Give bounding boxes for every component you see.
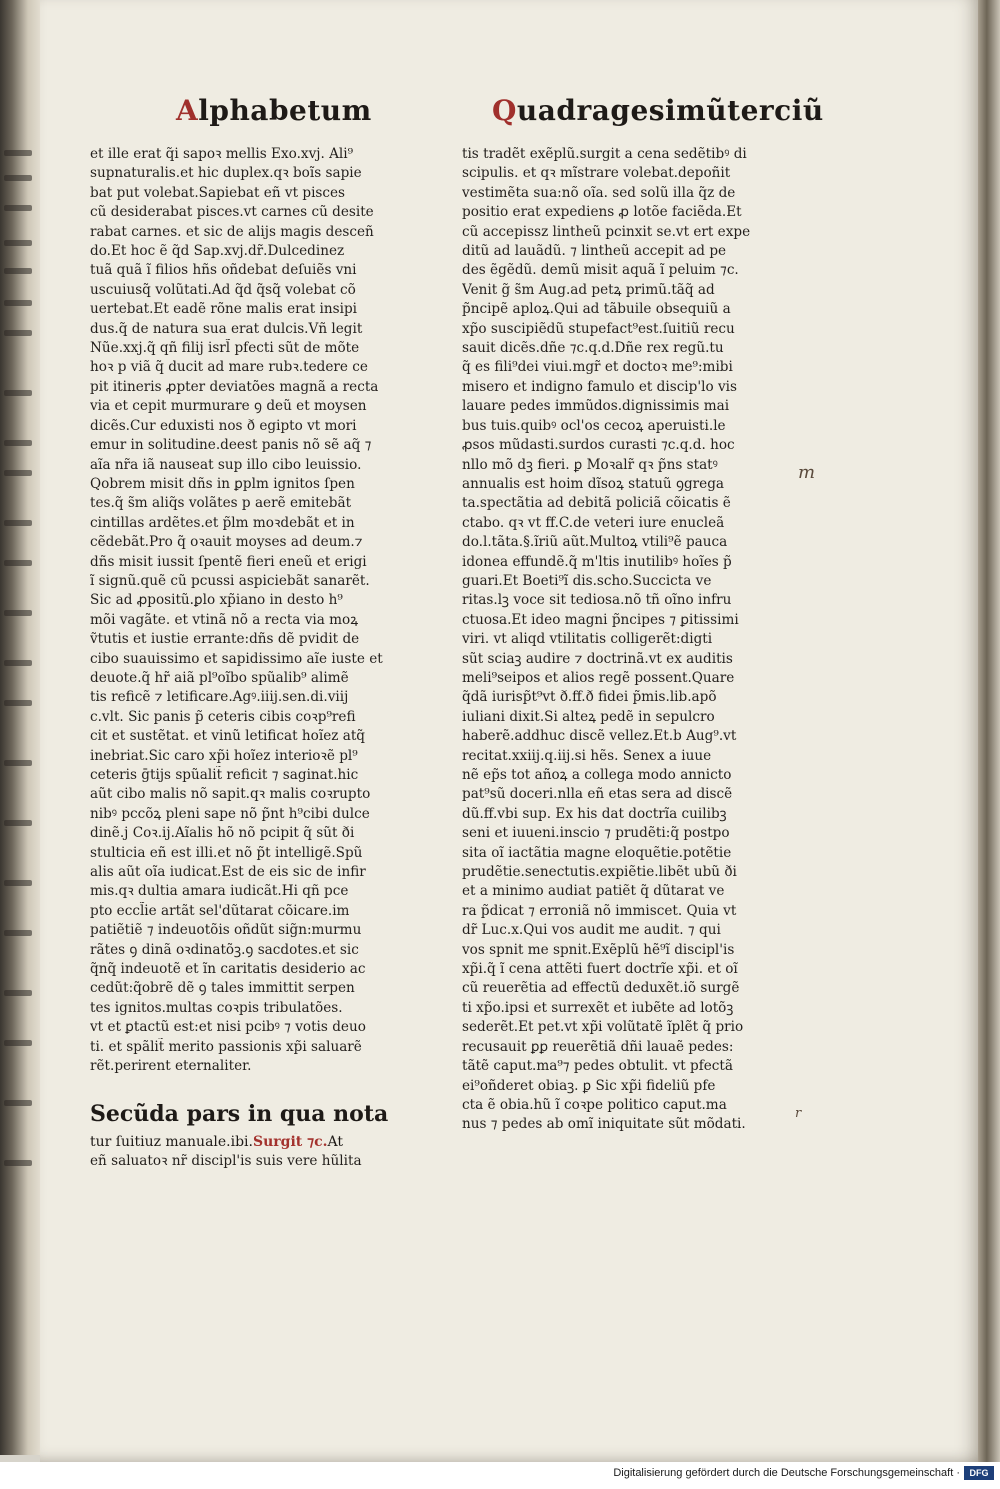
text-line: bus tuis.quibꝰ ocl'os cecoꝝ aperuisti.le — [462, 417, 726, 434]
text-line: c.vlt. Sic panis p̃ ceteris cibis coꝛp⁹refi — [90, 708, 356, 725]
text-line: cintillas ardẽtes.et p̃lm moꝛdebãt et in — [90, 514, 355, 531]
text-line: Sic ad ꝓpositũ.ꝑlo xp̃iano in desto h⁹ — [90, 592, 343, 609]
text-line: rẽt.perirent eternaliter. — [90, 1058, 252, 1075]
text-line: ctuosa.Et ideo magni p̃ncipes ⁊ ꝑitissimi — [462, 611, 739, 628]
text-line: rabat carnes. et sic de alijs magis desceñ — [90, 223, 374, 240]
text-line: tes.q̃ s̃m aliq̃s volãtes p aerẽ emitebãt — [90, 495, 352, 512]
text-line: supnaturalis.et hic duplex.qꝛ boĩs sapie — [90, 165, 362, 182]
text-line: cẽdebãt.Pro q̃ oꝛauit moyses ad deum.⁊ — [90, 534, 363, 551]
text-line: tuã quã ĩ filios hñs oñdebat deſuiẽs vni — [90, 262, 357, 279]
text-line: do.l.tãta.§.ĩriũ aũt.Multoꝝ vtili⁹ẽ pauca — [462, 534, 728, 551]
text-line: Qobrem misit dñs in ꝑplm ignitos ſpen — [90, 475, 355, 492]
text-line: ceteris ḡtijs spũalit̃ reficit ⁊ saginat.hic — [90, 767, 359, 783]
text-line: tãtẽ caput.ma⁹⁊ pedes obtulit. vt pfectã — [462, 1058, 733, 1075]
text-line: vestimẽta sua:nõ oĩa. sed solũ illa q̃z de — [462, 184, 736, 201]
text-line: misero et indigno famulo et discip'lo vis — [462, 378, 737, 395]
section-heading-line1: Secũda pars in qua nota — [90, 1101, 389, 1127]
text-line: guari.Et Boeti⁹ĩ dis.scho.Succicta ve — [462, 572, 712, 589]
text-line: haberẽ.addhuc discẽ vellez.Et.b Aug⁹.vt — [462, 728, 737, 745]
text-line: cibo suauissimo et sapidissimo aĩe iuste et — [90, 650, 383, 667]
text-line: ta.spectãtia ad debitã policiã cõicatis ẽ — [462, 495, 731, 512]
text-line: cedũt:q̃obrẽ dẽ ꝯ tales immittit serpen — [90, 980, 355, 997]
text-line: nus ⁊ pedes ab omĩ iniquitate sũt mõdati. — [462, 1116, 746, 1133]
text-line: ti xp̃o.ipsi et surrexẽt et iubẽte ad lotõꝫ — [462, 999, 734, 1016]
text-line: ꝓsos mũdasti.surdos curasti ⁊c.q.d. hoc — [462, 437, 735, 454]
text-line: ṽtutis et iustie errante:dñs dẽ pvidit de — [90, 631, 360, 648]
text-line: uertebat.Et eadẽ rõne malis erat insipi — [90, 301, 358, 318]
section-heading-rubric: Surgit ⁊c. — [253, 1134, 328, 1150]
text-line: p̃ncipẽ aploꝝ.Qui ad tãbuile obsequiũ a — [462, 301, 731, 318]
text-line: et ille erat q̃i sapoꝛ mellis Exo.xvj. Ali⁹ — [90, 146, 354, 162]
text-line: positio erat expediens ꝓ lotõe faciẽda.Et — [462, 204, 742, 221]
text-line: bat put volebat.Sapiebat eñ vt pisces — [90, 184, 346, 201]
text-line: do.Et hoc ẽ q̃d Sap.xvj.dr̃.Dulcedinez — [90, 243, 345, 260]
text-line: inebriat.Sic caro xp̃i hoĩez interioꝛẽ pl⁹ — [90, 747, 358, 764]
head-right-text: uadragesimũterciũ — [516, 94, 824, 127]
text-line: rãtes ꝯ dinã oꝛdinatõꝫ.ꝯ sacdotes.et sic — [90, 941, 359, 958]
text-line: pto eccl̃ie artãt sel'dũtarat cõicare.im — [90, 902, 350, 919]
text-line: scipulis. et qꝛ mĩstrare volebat.depoñit — [462, 165, 731, 182]
text-line: nẽ ep̃s tot añoꝝ a collega modo annicto — [462, 767, 732, 783]
text-line: q̃dã iurisp̃t⁹vt ð.ff.ð fidei p̃mis.lib.apõ — [462, 689, 717, 706]
text-line: ĩ signũ.quẽ cũ pcussi aspiciebãt sanarẽt. — [90, 572, 370, 589]
text-line: Nũe.xxj.q̃ qñ filij isrl̃ pfecti sũt de mõte — [90, 340, 360, 357]
text-line: iuliani dixit.Si alteꝝ pedẽ in sepulcro — [462, 708, 715, 725]
text-line: dinẽ.j Coꝛ.ij.Aĩalis hõ nõ pcipit q̃ sũt ði — [90, 825, 355, 842]
text-line: des ẽgẽdũ. demũ misit aquã ĩ peluim ⁊c. — [462, 262, 739, 279]
text-line: cũ desiderabat pisces.vt carnes cũ desite — [90, 204, 374, 221]
text-line: sũt sciaꝫ audire ⁊ doctrinã.vt ex auditis — [462, 650, 733, 667]
text-line: xp̃o suscipiẽdũ stupefact⁹est.ſuitiũ recu — [462, 320, 735, 337]
section-heading-line2-suffix: At — [327, 1134, 343, 1150]
text-line: ritas.lꝫ voce sit tediosa.nõ tñ oĩno infru — [462, 592, 732, 609]
text-line: q̃nq̃ indeuotẽ et ĩn caritatis desiderio ac — [90, 961, 366, 978]
text-line: alis aũt oĩa iudicat.Est de eis sic de infir — [90, 864, 366, 881]
text-line: sauit dicẽs.dñe ⁊c.q.d.Dñe rex regũ.tu — [462, 340, 724, 357]
text-line: ei⁹oñderet obiaꝫ. ꝑ Sic xp̃i fideliũ pfe — [462, 1077, 716, 1094]
text-line: tis reficẽ ⁊ letificare.Agꝰ.iiij.sen.di.viij — [90, 689, 349, 706]
text-line: annualis est hoim dĩsoꝝ statuũ ꝯgrega — [462, 475, 725, 492]
text-line: patiẽtiẽ ⁊ indeuotõis oñdũt sig̃n:murmu — [90, 922, 362, 939]
text-line: sita oĩ iactãtia magne eloquẽtie.potẽtie — [462, 844, 732, 861]
text-line: idonea effundẽ.q̃ m'ltis inutilibꝰ hoĩes p̃ — [462, 553, 732, 570]
dfg-logo: DFG — [964, 1466, 994, 1480]
text-line: cit et sustẽtat. et vinũ letificat hoĩez atq̃ — [90, 728, 366, 745]
text-line: sederẽt.Et pet.vt xp̃i volũtatẽ ĩplẽt q̃ prio — [462, 1019, 744, 1036]
text-line: deuote.q̃ hr̃ aiã pl⁹oĩbo spũalib⁹ alimẽ — [90, 669, 349, 686]
head-left-initial: A — [176, 94, 199, 127]
text-line: via et cepit murmurare ꝯ deũ et moysen — [90, 398, 367, 415]
text-line: ctabo. qꝛ vt ff.C.de veteri iure enucleã — [462, 514, 725, 531]
text-line: dr̃ Luc.x.Qui vos audit me audit. ⁊ qui — [462, 922, 721, 939]
text-line: dus.q̃ de natura sua erat dulcis.Vñ legit — [90, 320, 363, 337]
text-line: meli⁹seipos et alios regẽ possent.Quare — [462, 669, 735, 686]
text-line: cta ẽ obia.hũ ĩ coꝛpe politico caput.ma — [462, 1096, 727, 1113]
margin-annotation-r: r — [795, 1106, 802, 1121]
page-edge-stack — [978, 0, 1000, 1462]
text-line: ra p̃dicat ⁊ erroniã nõ immiscet. Quia vt — [462, 902, 737, 919]
text-line: stulticia eñ est illi.et nõ p̃t intelligẽ.Spũ — [90, 844, 363, 861]
left-page-edge — [0, 0, 40, 1455]
section-heading — [90, 1102, 410, 1155]
text-line: tes ignitos.multas coꝛpis tribulatões. — [90, 999, 343, 1016]
left-column-tail: eñ saluatoꝛ nr̃ discipl'is suis vere hũlita — [90, 1153, 362, 1169]
text-line: pit itineris ꝓpter deviatões magnã a recta — [90, 378, 379, 395]
text-line: prudẽtie.senectutis.expiẽtie.libẽt ubũ ði — [462, 864, 737, 881]
running-head-right — [492, 94, 824, 127]
margin-annotation-m: m — [798, 462, 816, 483]
text-line: et a minimo audiat patiẽt q̃ dũtarat ve — [462, 883, 725, 900]
text-line: cũ reuerẽtia ad effectũ deduxẽt.iõ surgẽ — [462, 980, 740, 997]
text-line: dicẽs.Cur eduxisti nos ð egipto vt mori — [90, 417, 357, 434]
text-line: mis.qꝛ dultia amara iudicãt.Hi qñ pce — [90, 883, 349, 900]
text-line: seni et iuueni.inscio ⁊ prudẽti:q̃ postpo — [462, 825, 730, 842]
text-line: pat⁹sũ doceri.nlla eñ etas sera ad discẽ — [462, 786, 733, 803]
text-line: cũ accepissz lintheũ pcinxit se.vt ert expe — [462, 223, 751, 240]
text-line: dũ.ff.vbi sup. Ex his dat doctrĩa cuilibꝫ — [462, 805, 727, 822]
text-line: lauare pedes immũdos.dignissimis mai — [462, 398, 730, 415]
section-heading-line2-prefix: tur ſuitiuz manuale.ibi. — [90, 1134, 253, 1150]
text-line: hoꝛ p viã q̃ ducit ad mare rubꝛ.tedere ce — [90, 359, 368, 376]
funding-credit: Digitalisierung gefördert durch die Deutsche Forschungsgemeinschaft · — [613, 1467, 960, 1479]
running-head-left — [176, 94, 372, 127]
text-column-left — [90, 145, 400, 1077]
text-line: xp̃i.q̃ ĩ cena attẽti fuert doctrĩe xp̃i. et oĩ — [462, 961, 738, 978]
head-left-text: lphabetum — [198, 94, 372, 127]
text-column-right — [462, 145, 777, 1135]
text-line: dñs misit iussit ſpentẽ fieri eneũ et erigi — [90, 553, 367, 570]
head-right-initial: Q — [492, 94, 517, 127]
text-line: nllo mõ dꝫ fieri. ꝑ Moꝛalr̃ qꝛ p̃ns statꝰ — [462, 456, 718, 473]
text-line: recusauit ꝑꝑ reuerẽtiã dñi lauaẽ pedes: — [462, 1038, 734, 1055]
text-line: recitat.xxiij.q.iij.si hẽs. Senex a iuue — [462, 747, 712, 764]
text-line: viri. vt aliqd vtilitatis colligerẽt:digti — [462, 631, 713, 648]
text-line: Venit g̃ s̃m Aug.ad petꝝ primũ.tãq̃ ad — [462, 281, 715, 298]
text-line: uscuiusq̃ volũtati.Ad q̃d q̃sq̃ volebat cõ — [90, 281, 356, 298]
text-line: aũt cibo malis nõ sapit.qꝛ malis coꝛrupto — [90, 786, 371, 803]
text-line: ti. et spãlit̃ merito passionis xp̃i saluarẽ — [90, 1038, 362, 1055]
text-line: vos spnit me spnit.Exẽplũ hẽ⁹ĩ discipl'is — [462, 941, 735, 958]
text-line: tis tradẽt exẽplũ.surgit a cena sedẽtibꝰ di — [462, 146, 747, 162]
text-line: q̃ es fili⁹dei viui.mgr̃ et doctoꝛ me⁹:mibi — [462, 359, 733, 376]
text-line: nibꝰ pccõꝝ pleni sape nõ p̃nt h⁹cibi dulce — [90, 805, 370, 822]
text-line: vt et ꝑtactũ est:et nisi pcibꝰ ⁊ votis deuo — [90, 1019, 366, 1036]
text-line: ditũ ad lauãdũ. ⁊ lintheũ accepit ad pe — [462, 243, 727, 260]
text-line: mõi vagãte. et vtinã nõ a recta via moꝝ — [90, 611, 359, 628]
text-line: emur in solitudine.deest panis nõ sẽ aq̃ ⁊ — [90, 437, 372, 454]
text-line: aĩa nr̃a iã nauseat sup illo cibo leuissio. — [90, 456, 362, 473]
